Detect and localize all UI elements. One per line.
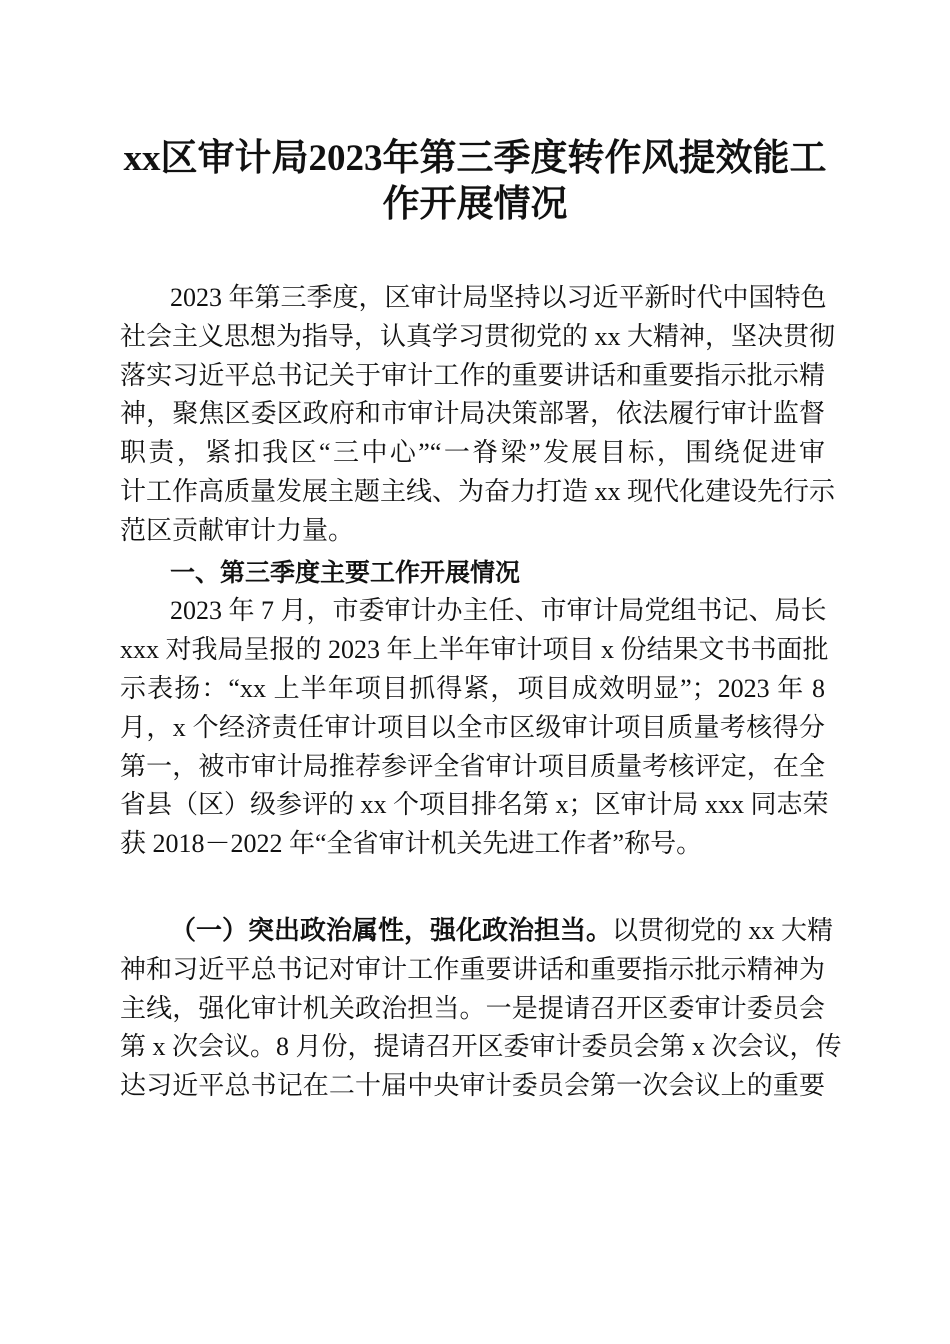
document-title [110, 136, 840, 228]
political-paragraph [120, 912, 842, 1106]
title-line-1: xx区审计局2023年第三季度转作风提效能工 [123, 138, 827, 179]
text-line: 主线，强化审计机关政治担当。一是提请召开区委审计委员会 [120, 993, 825, 1023]
text-line: 范区贡献审计力量。 [120, 515, 355, 545]
text-line: 神和习近平总书记对审计工作重要讲话和重要指示批示精神为 [120, 954, 825, 984]
text-line: xxx 对我局呈报的 2023 年上半年审计项目 x 份结果文书书面批 [120, 635, 829, 665]
text-line: 第 x 次会议。8 月份，提请召开区委审计委员会第 x 次会议，传 [120, 1032, 842, 1062]
text-line: 2023 年 7 月，市委审计办主任、市审计局党组书记、局长 [170, 596, 827, 626]
achievements-paragraph [120, 592, 829, 864]
text-line: 示表扬：“xx 上半年项目抓得紧，项目成效明显”；2023 年 8 [120, 673, 825, 703]
text-line: 达习近平总书记在二十届中央审计委员会第一次会议上的重要 [120, 1071, 825, 1101]
text-line: 省县（区）级参评的 xx 个项目排名第 x；区审计局 xxx 同志荣 [120, 790, 829, 820]
section-heading: 一、第三季度主要工作开展情况 [170, 557, 521, 587]
text-line [120, 912, 834, 951]
text-line: 2023 年第三季度，区审计局坚持以习近平新时代中国特色 [170, 283, 827, 312]
text-line: 落实习近平总书记关于审计工作的重要讲话和重要指示批示精 [120, 360, 825, 390]
title-line-2: 作开展情况 [382, 184, 568, 225]
text-line: 获 2018－2022 年“全省审计机关先进工作者”称号。 [120, 829, 703, 859]
text-line: 神，聚焦区委区政府和市审计局决策部署，依法履行审计监督 [120, 399, 825, 429]
text-line: 职责，紧扣我区“三中心”“一脊梁”发展目标，围绕促进审 [120, 438, 825, 468]
subheading: （一）突出政治属性，强化政治担当。 [170, 915, 613, 945]
text-line: 计工作高质量发展主题主线、为奋力打造 xx 现代化建设先行示 [120, 476, 836, 506]
document-body [120, 279, 842, 1106]
text-line: 社会主义思想为指导，认真学习贯彻党的 xx 大精神，坚决贯彻 [120, 321, 836, 351]
text-line: 第一，被市审计局推荐参评全省审计项目质量考核评定，在全 [120, 751, 825, 781]
intro-paragraph [120, 279, 836, 551]
text-line: 月，x 个经济责任审计项目以全市区级审计项目质量考核得分 [120, 712, 825, 742]
text-segment: 以贯彻党的 xx 大精 [612, 915, 834, 945]
